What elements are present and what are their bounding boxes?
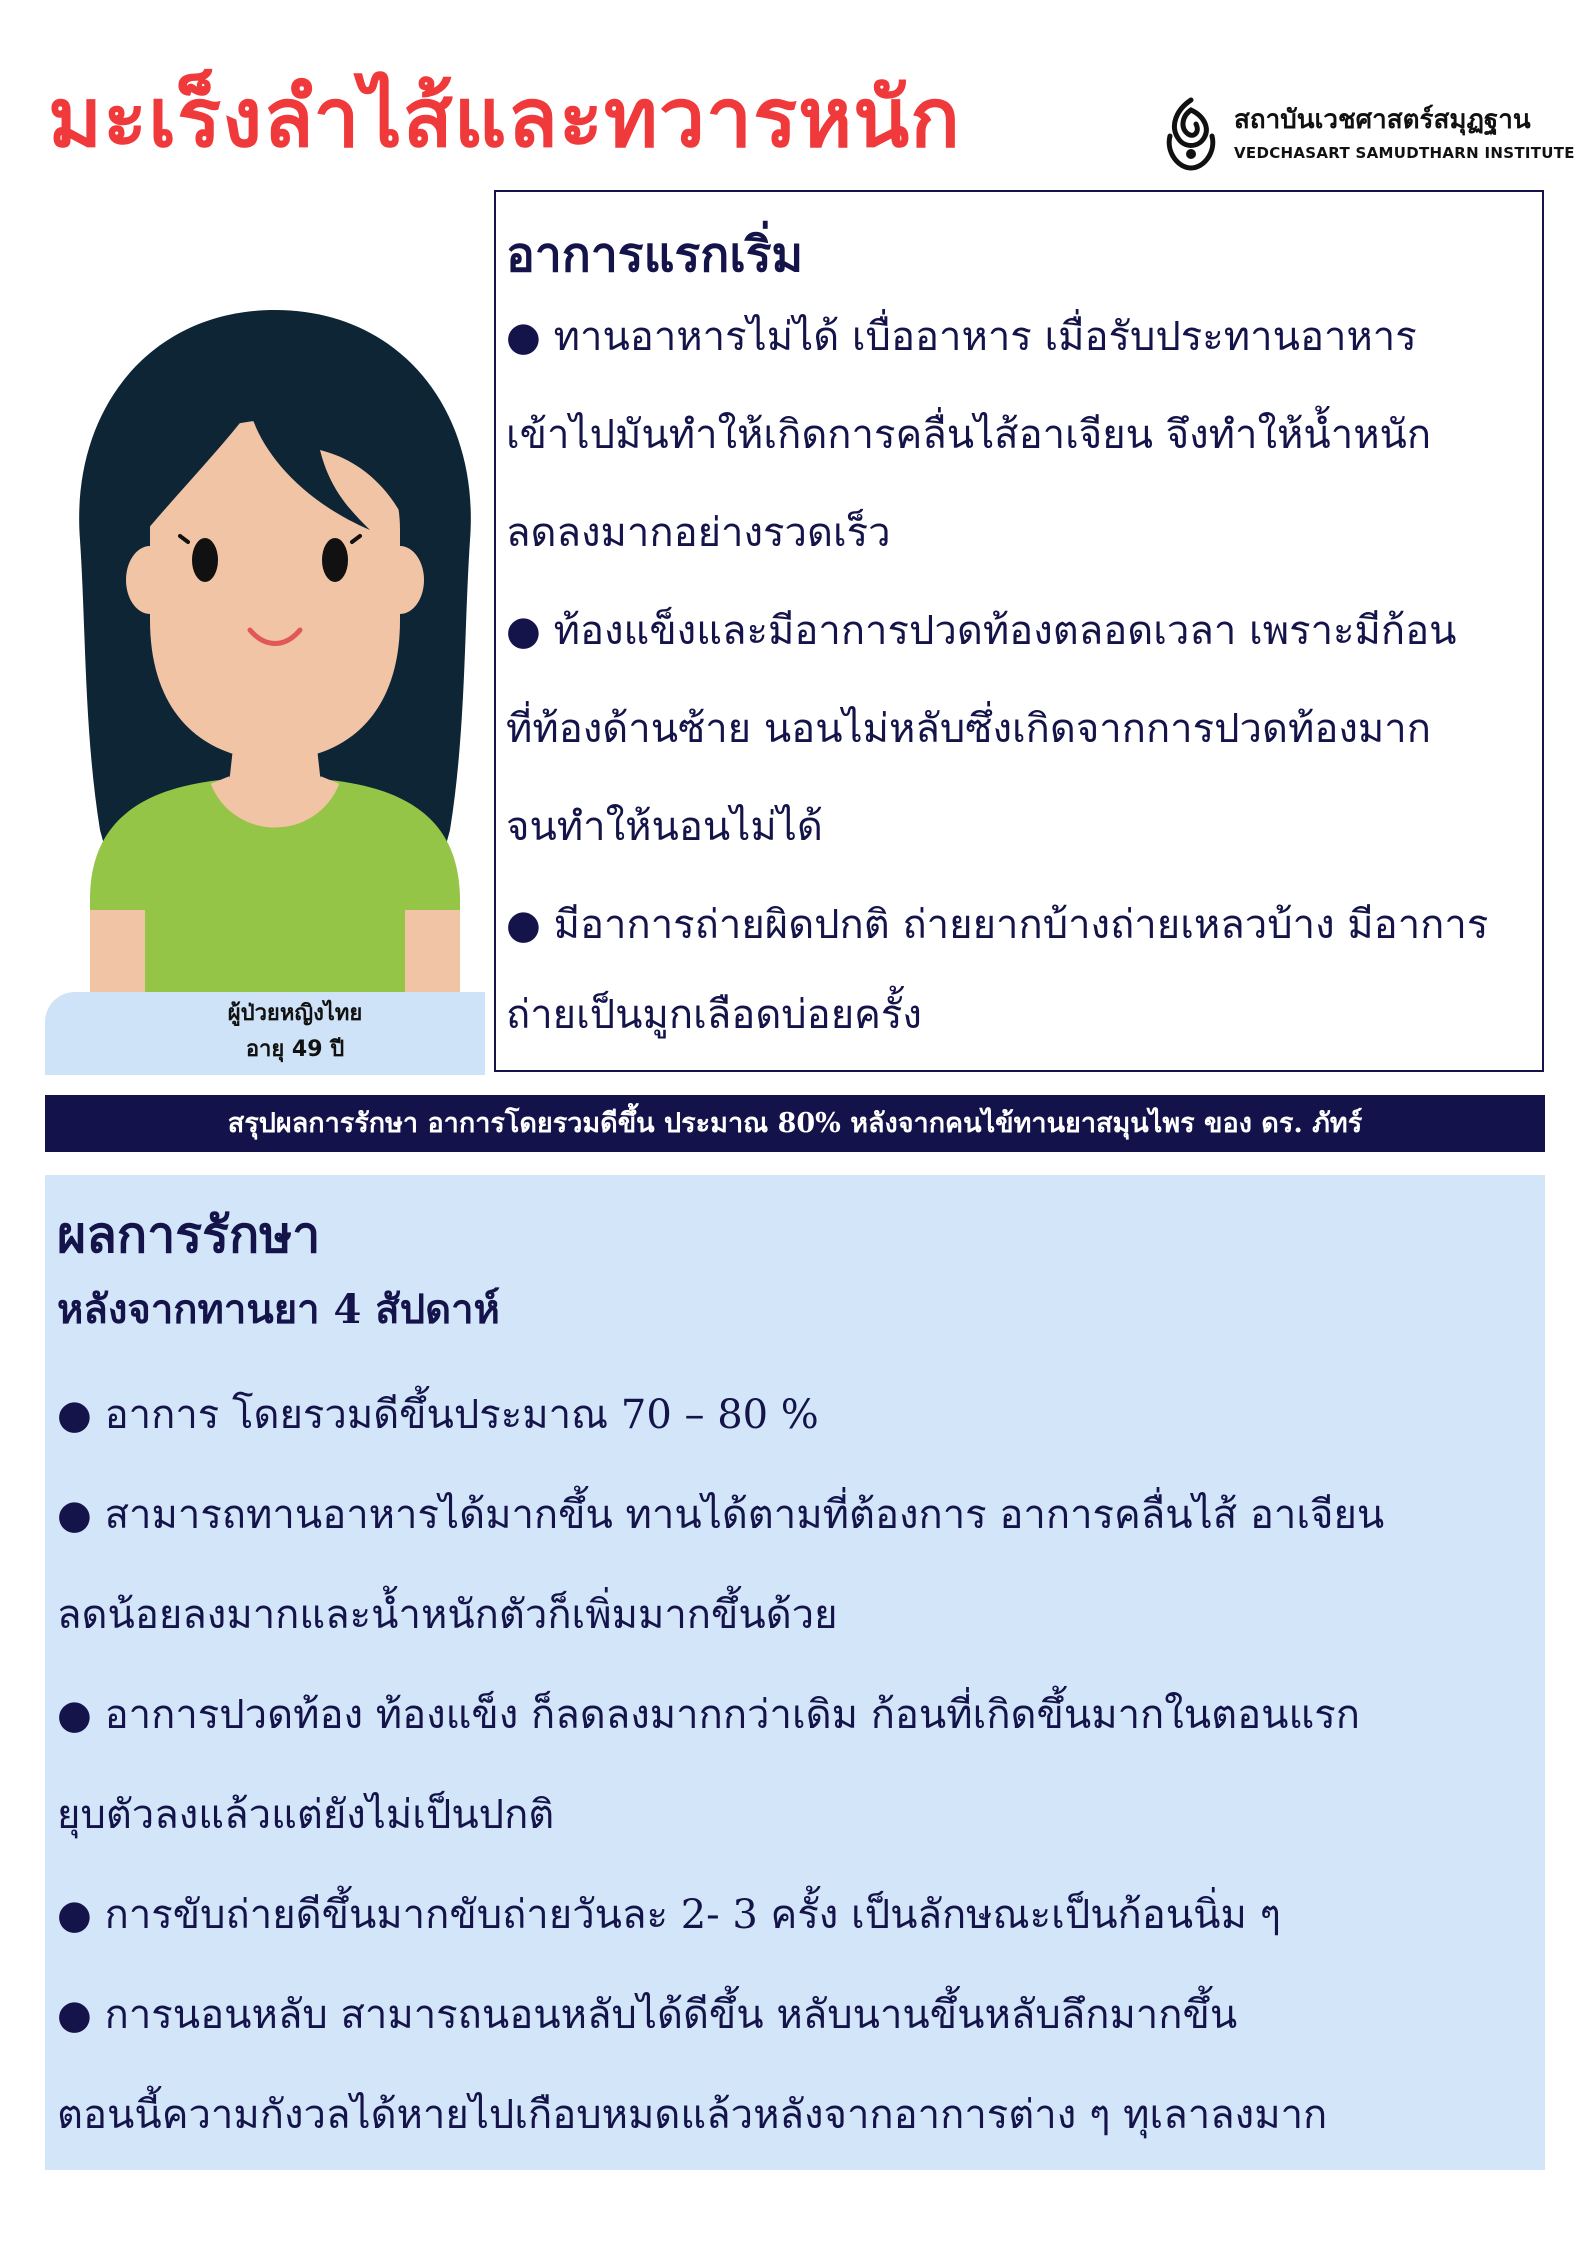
result-line: ● การนอนหลับ สามารถนอนหลับได้ดีขึ้น หลับนานขึ้นหลับลึกมากขึ้น xyxy=(57,1992,1238,2038)
logo-english-text: VEDCHASART SAMUDTHARN INSTITUTE xyxy=(1234,144,1575,162)
initial-symptoms-box xyxy=(494,190,1544,1072)
result-line: ยุบตัวลงแล้วแต่ยังไม่เป็นปกติ xyxy=(57,1792,555,1838)
arm-left xyxy=(90,910,145,1000)
patient-age: อายุ 49 ปี xyxy=(245,1037,345,1062)
results-title: ผลการรักษา xyxy=(57,1205,321,1264)
results-subtitle: หลังจากทานยา 4 สัปดาห์ xyxy=(57,1286,500,1333)
summary-banner: สรุปผลการรักษา อาการโดยรวมดีขึ้น ประมาณ 80% หลังจากคนไข้ทานยาสมุนไพร ของ ดร. ภัทร์ xyxy=(45,1095,1545,1152)
symptom-line: ● มีอาการถ่ายผิดปกติ ถ่ายยากบ้างถ่ายเหลวบ้าง มีอาการ xyxy=(506,902,1489,948)
symptom-line: ● ท้องแข็งและมีอาการปวดท้องตลอดเวลา เพราะมีก้อน xyxy=(506,608,1457,654)
patient-illustration xyxy=(70,300,480,1000)
arm-right xyxy=(405,910,460,1000)
result-line: ● การขับถ่ายดีขึ้นมากขับถ่ายวันละ 2- 3 ครั้ง เป็นลักษณะเป็นก้อนนิ่ม ๆ xyxy=(57,1892,1282,1938)
symptom-line: ลดลงมากอย่างรวดเร็ว xyxy=(506,510,891,556)
result-line: ตอนนี้ความกังวลได้หายไปเกือบหมดแล้วหลังจากอาการต่าง ๆ ทุเลาลงมาก xyxy=(57,2092,1328,2138)
symptom-line: ● ทานอาหารไม่ได้ เบื่ออาหาร เมื่อรับประทานอาหาร xyxy=(506,314,1417,360)
page-title: มะเร็งลำไส้และทวารหนัก xyxy=(48,71,961,166)
symptom-line: ที่ท้องด้านซ้าย นอนไม่หลับซึ่งเกิดจากการปวดท้องมาก xyxy=(506,706,1431,752)
symptom-line: ถ่ายเป็นมูกเลือดบ่อยครั้ง xyxy=(506,992,922,1038)
patient-label: ผู้ป่วยหญิงไทย xyxy=(227,1001,363,1026)
eye-left-icon xyxy=(192,538,218,582)
treatment-results-box xyxy=(45,1175,1545,2170)
result-line: ● อาการปวดท้อง ท้องแข็ง ก็ลดลงมากกว่าเดิม ก้อนที่เกิดขึ้นมากในตอนแรก xyxy=(57,1692,1360,1738)
symptom-line: จนทำให้นอนไม่ได้ xyxy=(506,804,823,850)
eye-right-icon xyxy=(322,538,348,582)
result-line: ● อาการ โดยรวมดีขึ้นประมาณ 70 – 80 % xyxy=(57,1392,819,1438)
result-line: ● สามารถทานอาหารได้มากขึ้น ทานได้ตามที่ต้องการ อาการคลื่นไส้ อาเจียน xyxy=(57,1492,1385,1538)
symptoms-title: อาการแรกเริ่ม xyxy=(506,227,804,283)
result-line: ลดน้อยลงมากและน้ำหนักตัวก็เพิ่มมากขึ้นด้วย xyxy=(57,1592,838,1638)
institute-logo xyxy=(1160,96,1575,176)
patient-info-card xyxy=(45,992,485,1075)
logo-thai-text: สถาบันเวชศาสตร์สมุฏฐาน xyxy=(1234,105,1531,135)
institute-logo-icon xyxy=(1160,96,1222,172)
symptom-line: เข้าไปมันทำให้เกิดการคลื่นไส้อาเจียน จึงทำให้น้ำหนัก xyxy=(506,412,1432,458)
